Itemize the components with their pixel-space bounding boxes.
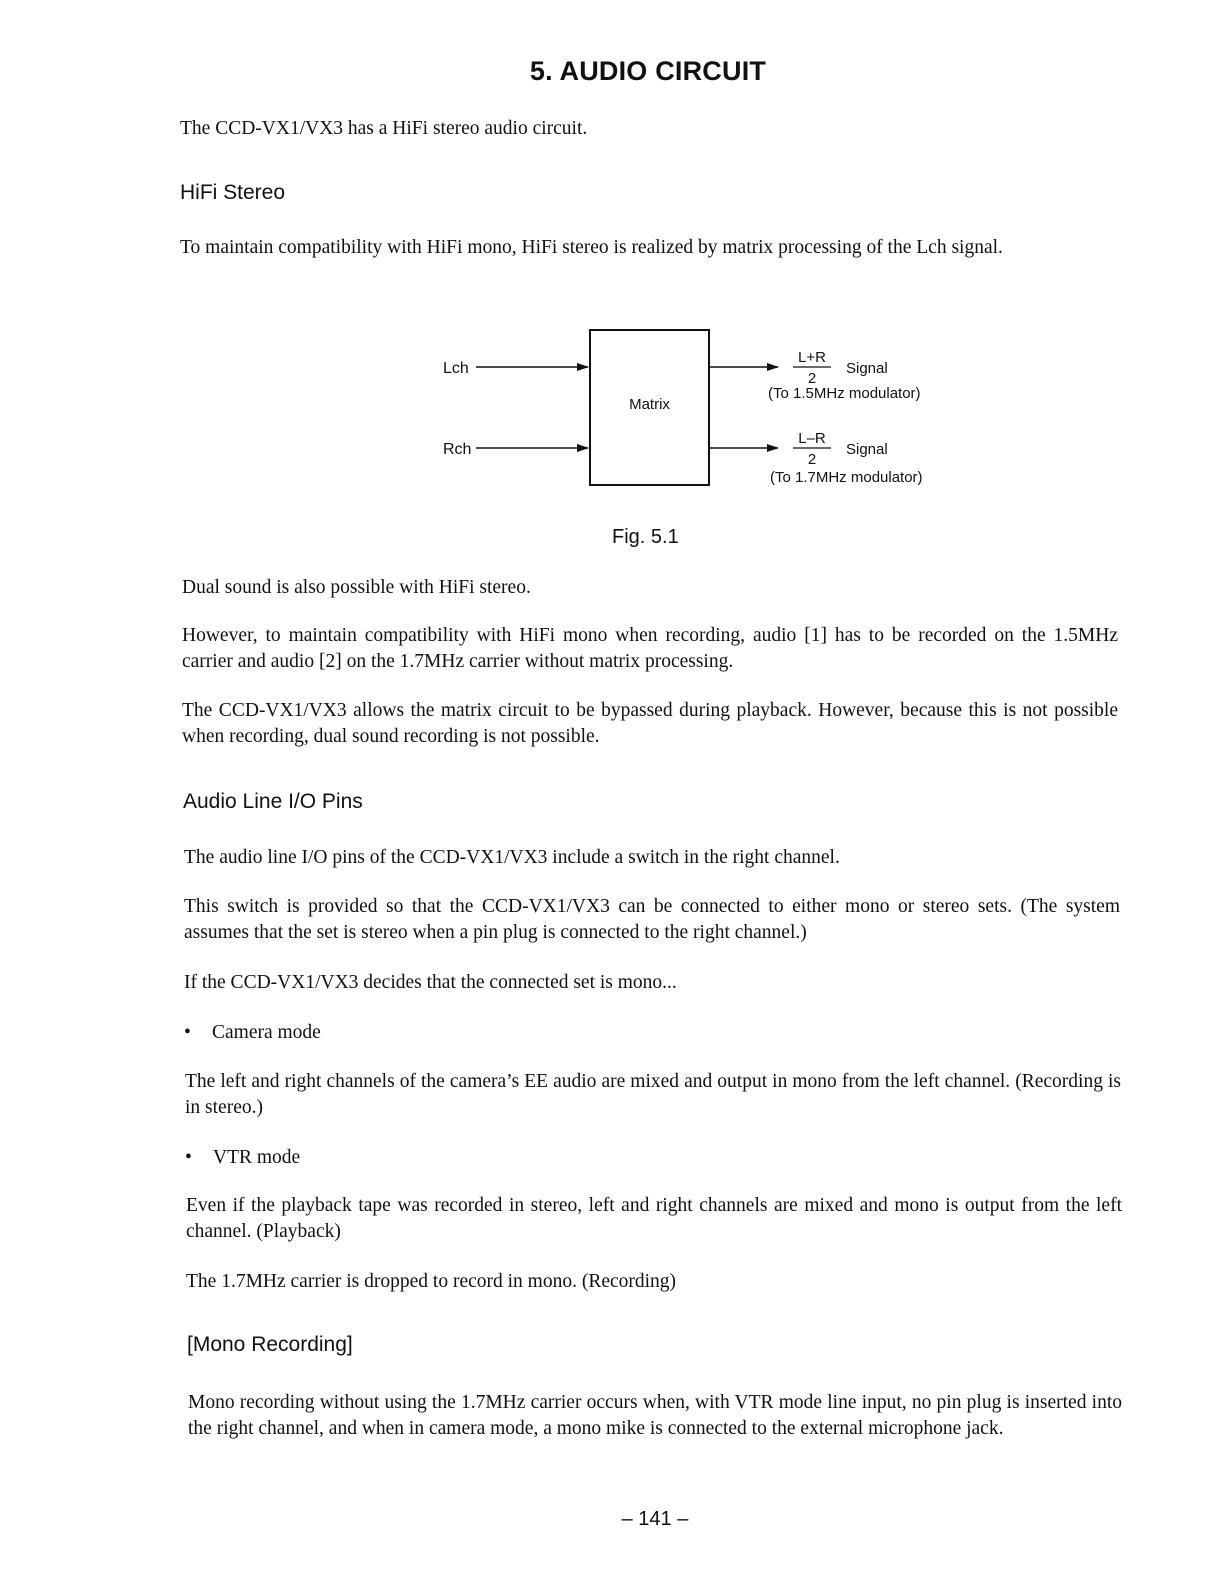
page-title: 5. AUDIO CIRCUIT xyxy=(529,56,767,86)
input-rch-label: Rch xyxy=(443,441,472,458)
switch-purpose-paragraph: This switch is provided so that the CCD-VX1/VX3 can be connected to either mono or stereo sets. (The system assumes that the set is stereo when a pin plug is connected to the right channel.) xyxy=(184,896,1120,943)
diff-signal-label: Signal xyxy=(846,441,888,458)
switch-paragraph: The audio line I/O pins of the CCD-VX1/VX3 include a switch in the right channel. xyxy=(184,847,840,868)
mono-recording-paragraph: Mono recording without using the 1.7MHz carrier occurs when, with VTR mode line input, no pin plug is inserted into the right channel, and when in camera mode, a mono mike is connected to the external microphone jack. xyxy=(188,1392,1122,1439)
bullet-vtr-mode xyxy=(185,1145,1121,1171)
bullet-symbol: • xyxy=(184,1022,191,1043)
sum-signal-label: Signal xyxy=(846,360,888,377)
dual-sound-paragraph: Dual sound is also possible with HiFi stereo. xyxy=(182,577,531,598)
bullet-symbol: • xyxy=(185,1147,192,1168)
heading-mono-recording: [Mono Recording] xyxy=(187,1333,353,1356)
page-number: – 141 – xyxy=(621,1508,689,1530)
sum-denominator: 2 xyxy=(807,370,817,387)
bullet-camera-mode-label: Camera mode xyxy=(212,1022,321,1043)
sum-modulator-note: (To 1.5MHz modulator) xyxy=(768,385,921,402)
compatibility-paragraph: However, to maintain compatibility with HiFi mono when recording, audio [1] has to be recorded on the 1.5MHz carrier and audio [2] on the 1.7MHz carrier without matrix processing. xyxy=(182,625,1118,672)
camera-mode-paragraph: The left and right channels of the camera’s EE audio are mixed and output in mono from the left channel. (Recording is in stereo.) xyxy=(185,1071,1121,1118)
carrier-dropped-paragraph: The 1.7MHz carrier is dropped to record in mono. (Recording) xyxy=(186,1271,677,1292)
intro-paragraph: The CCD-VX1/VX3 has a HiFi stereo audio circuit. xyxy=(180,118,588,139)
bullet-vtr-mode-label: VTR mode xyxy=(213,1147,301,1168)
heading-hifi-stereo: HiFi Stereo xyxy=(180,181,286,204)
input-lch-label: Lch xyxy=(443,360,469,377)
matrix-block-diagram xyxy=(0,0,1223,560)
bullet-camera-mode xyxy=(184,1020,1120,1046)
diff-numerator: L–R xyxy=(798,430,826,447)
figure-caption: Fig. 5.1 xyxy=(612,526,679,548)
vtr-mode-paragraph: Even if the playback tape was recorded in stereo, left and right channels are mixed and mono is output from the left channel. (Playback) xyxy=(186,1195,1122,1242)
sum-numerator: L+R xyxy=(798,349,826,366)
matrix-label: Matrix xyxy=(629,396,670,413)
hifi-paragraph: To maintain compatibility with HiFi mono, HiFi stereo is realized by matrix processing of the Lch signal. xyxy=(180,237,1003,258)
mono-decision-paragraph: If the CCD-VX1/VX3 decides that the connected set is mono... xyxy=(184,972,677,993)
bypass-paragraph: The CCD-VX1/VX3 allows the matrix circuit to be bypassed during playback. However, because this is not possible when recording, dual sound recording is not possible. xyxy=(182,700,1118,747)
diff-denominator: 2 xyxy=(807,451,817,468)
heading-audio-line-io: Audio Line I/O Pins xyxy=(183,790,363,813)
diff-modulator-note: (To 1.7MHz modulator) xyxy=(770,469,923,486)
